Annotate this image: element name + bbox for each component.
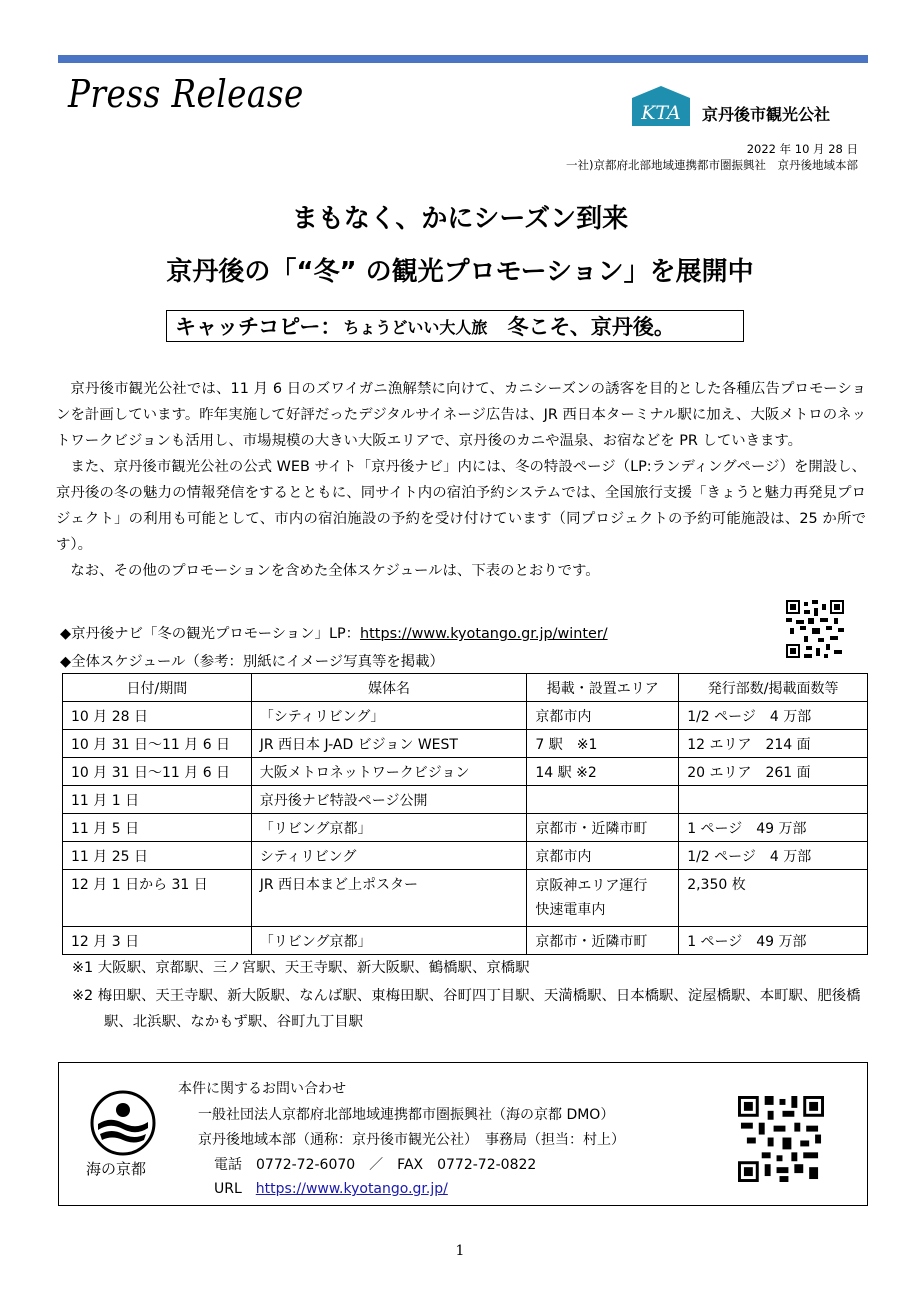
contact-dept: 京丹後地域本部（通称：京丹後市観光公社） 事務局（担当：村上） bbox=[198, 1132, 625, 1148]
lp-label: ◆京丹後ナビ「冬の観光プロモーション」LP： bbox=[60, 626, 361, 642]
header-accent-bar bbox=[58, 55, 868, 63]
table-cell: 11 月 5 日 bbox=[63, 814, 252, 842]
issuer-name: 一社)京都府北部地域連携都市圏振興社 京丹後地域本部 bbox=[566, 158, 858, 172]
footnote-2: ※2 梅田駅、天王寺駅、新大阪駅、なんば駅、東梅田駅、谷町四丁目駅、天満橋駅、日本橋駅、淀屋橋駅、本町駅、肥後橋駅、北浜駅、なかもず駅、谷町九丁目駅 bbox=[72, 988, 861, 1030]
table-row bbox=[63, 730, 868, 758]
table-cell: 1/2 ページ 4 万部 bbox=[679, 842, 868, 870]
contact-heading: 本件に関するお問い合わせ bbox=[178, 1081, 346, 1097]
paragraph-2: また、京丹後市観光公社の公式 WEB サイト「京丹後ナビ」内には、冬の特設ページ（LP:ランディングページ）を開設し、京丹後の冬の魅力の情報発信をするとともに、同サイト内の宿泊予約システムでは、全国旅行支援「きょうと魅力再発見プロジェクト」の利用も可能として、市内の宿泊施設の予約を受け付けています（同プロジェクトの予約可能施設は、25 か所です）。 bbox=[56, 459, 866, 553]
table-row bbox=[63, 870, 868, 927]
lp-line bbox=[60, 622, 608, 643]
table-cell: 「リビング京都」 bbox=[251, 814, 527, 842]
table-cell: 12 月 1 日から 31 日 bbox=[63, 870, 252, 927]
headline-line-1: まもなく、かにシーズン到来 bbox=[291, 204, 629, 234]
table-row bbox=[63, 786, 868, 814]
table-cell: 2,350 枚 bbox=[679, 870, 868, 927]
table-cell: 10 月 28 日 bbox=[63, 702, 252, 730]
table-row bbox=[63, 814, 868, 842]
table-cell: 「シティリビング」 bbox=[251, 702, 527, 730]
table-cell: 12 月 3 日 bbox=[63, 927, 252, 955]
page-number: 1 bbox=[455, 1243, 465, 1259]
headline-line-2: 京丹後の「“冬” の観光プロモーション」を展開中 bbox=[166, 257, 754, 287]
table-cell: 11 月 1 日 bbox=[63, 786, 252, 814]
catchcopy-label: キャッチコピー： bbox=[175, 315, 342, 339]
schedule-table bbox=[62, 673, 868, 955]
table-cell: 7 駅 ※1 bbox=[527, 730, 679, 758]
seal-caption: 海の京都 bbox=[86, 1160, 147, 1178]
table-cell: 10 月 31 日～11 月 6 日 bbox=[63, 758, 252, 786]
table-cell: 大阪メトロネットワークビジョン bbox=[251, 758, 527, 786]
org-name: 京丹後市観光公社 bbox=[702, 105, 831, 124]
table-cell: 京丹後ナビ特設ページ公開 bbox=[251, 786, 527, 814]
paragraph-1: 京丹後市観光公社では、11 月 6 日のズワイガニ漁解禁に向けて、カニシーズンの誘客を目的とした各種広告プロモーションを計画しています。昨年実施して好評だったデジタルサイネージ広告は、JR 西日本ターミナル駅に加え、大阪メトロのネットワークビジョンも活用し、市場規模の大きい大阪エリアで、京丹後のカニや温泉、お宿などを PR していきます。 bbox=[56, 381, 866, 449]
table-cell: 10 月 31 日～11 月 6 日 bbox=[63, 730, 252, 758]
footnote-1: ※1 大阪駅、京都駅、三ノ宮駅、天王寺駅、新大阪駅、鶴橋駅、京橋駅 bbox=[72, 960, 530, 976]
table-cell: シティリビング bbox=[251, 842, 527, 870]
lp-qr-code-icon[interactable] bbox=[786, 600, 844, 658]
table-cell: 1 ページ 49 万部 bbox=[679, 927, 868, 955]
contact-qr-code-icon[interactable] bbox=[738, 1096, 824, 1182]
table-cell bbox=[679, 786, 868, 814]
table-header-row bbox=[63, 674, 868, 702]
table-header: 日付/期間 bbox=[63, 674, 252, 702]
table-cell: 「リビング京都」 bbox=[251, 927, 527, 955]
table-header: 発行部数/掲載面数等 bbox=[679, 674, 868, 702]
kta-logo-icon bbox=[630, 84, 692, 128]
catchcopy-sub: ちょうどいい大人旅 bbox=[343, 317, 488, 337]
table-header: 媒体名 bbox=[251, 674, 527, 702]
table-cell: 14 駅 ※2 bbox=[527, 758, 679, 786]
logo-text: KTA bbox=[641, 102, 681, 124]
paragraph-3: なお、その他のプロモーションを含めた全体スケジュールは、下表のとおりです。 bbox=[70, 563, 600, 579]
lp-link[interactable]: https://www.kyotango.gr.jp/winter/ bbox=[360, 626, 608, 642]
table-cell: JR 西日本 J-AD ビジョン WEST bbox=[251, 730, 527, 758]
table-cell: 11 月 25 日 bbox=[63, 842, 252, 870]
table-cell: 12 エリア 214 面 bbox=[679, 730, 868, 758]
table-header: 掲載・設置エリア bbox=[527, 674, 679, 702]
table-cell: 京都市内 bbox=[527, 842, 679, 870]
table-cell: 京都市・近隣市町 bbox=[527, 814, 679, 842]
table-cell: 京阪神エリア運行 快速電車内 bbox=[527, 870, 679, 927]
press-release-title: Press Release bbox=[68, 72, 304, 116]
table-cell: 1 ページ 49 万部 bbox=[679, 814, 868, 842]
contact-url-line bbox=[214, 1178, 448, 1198]
url-label: URL bbox=[214, 1181, 242, 1197]
table-cell: 20 エリア 261 面 bbox=[679, 758, 868, 786]
table-row bbox=[63, 842, 868, 870]
contact-phone: 電話 0772-72-6070 ／ FAX 0772-72-0822 bbox=[214, 1157, 537, 1173]
catchcopy-main: 冬こそ、京丹後。 bbox=[507, 315, 675, 339]
table-row bbox=[63, 758, 868, 786]
table-cell: 1/2 ページ 4 万部 bbox=[679, 702, 868, 730]
table-row bbox=[63, 702, 868, 730]
table-cell: 京都市・近隣市町 bbox=[527, 927, 679, 955]
contact-org: 一般社団法人京都府北部地域連携都市圏振興社（海の京都 DMO） bbox=[198, 1107, 615, 1123]
table-cell: 京都市内 bbox=[527, 702, 679, 730]
body-text bbox=[56, 376, 866, 584]
table-row bbox=[63, 927, 868, 955]
umi-no-kyoto-seal-icon bbox=[90, 1090, 156, 1156]
catchcopy-box bbox=[166, 310, 744, 342]
release-date: 2022 年 10 月 28 日 bbox=[746, 142, 858, 156]
table-cell bbox=[527, 786, 679, 814]
table-cell: JR 西日本まど上ポスター bbox=[251, 870, 527, 927]
contact-url-link[interactable]: https://www.kyotango.gr.jp/ bbox=[255, 1181, 448, 1197]
schedule-label: ◆全体スケジュール（参考：別紙にイメージ写真等を掲載） bbox=[60, 654, 444, 670]
